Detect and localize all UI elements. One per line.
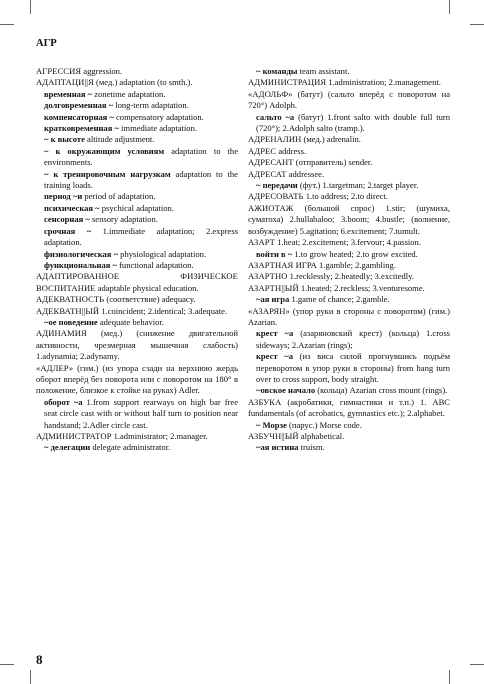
dictionary-subentry (248, 294, 450, 305)
dictionary-entry (248, 431, 450, 442)
headword: крест ~а (256, 351, 293, 362)
definition: truism. (298, 442, 325, 453)
crop-mark (30, 670, 31, 684)
definition: (фут.) 1.targetman; 2.target player. (297, 180, 419, 191)
headword: сенсорная ~ (44, 214, 90, 225)
definition: 1.to address; 2.to direct. (303, 191, 388, 202)
definition: adaptable physical education. (95, 282, 199, 293)
headword: АЗБУЧН||ЫЙ (248, 431, 299, 441)
headword: ~ команды (256, 66, 298, 76)
left-column (36, 66, 238, 454)
headword: АЗАРТ (248, 237, 275, 248)
headword: АДРЕСОВАТЬ (248, 191, 304, 202)
crop-mark (449, 0, 450, 14)
dictionary-entry (248, 157, 450, 168)
right-column (248, 66, 450, 454)
definition: 1.administration; 2.management. (326, 77, 441, 88)
dictionary-entry (248, 306, 450, 329)
headword: АГРЕССИЯ (36, 66, 82, 76)
headword: АДРЕНАЛИН (248, 134, 302, 145)
dictionary-subentry (36, 191, 238, 202)
definition: compensatory adaptation. (113, 111, 204, 122)
definition: (соответствие) adequacy. (104, 294, 196, 305)
headword: физиологическая ~ (44, 248, 119, 259)
dictionary-entry (248, 397, 450, 420)
definition: (парус.) Morse code. (286, 419, 362, 430)
headword: психическая ~ (44, 202, 100, 213)
dictionary-subentry (248, 351, 450, 385)
definition: adaptation to the environments. (44, 145, 238, 168)
definition: altitude adjustment. (84, 134, 155, 145)
dictionary-entry (248, 89, 450, 112)
dictionary-entry (248, 203, 450, 237)
dictionary-entry (36, 66, 238, 77)
dictionary-subentry (36, 397, 238, 431)
dictionary-subentry (36, 123, 238, 134)
definition: aggression. (81, 66, 122, 76)
headword: компенсаторная ~ (44, 111, 114, 122)
definition: team assistant. (297, 66, 350, 76)
headword: АДРЕСАТ (248, 168, 287, 179)
dictionary-entry (36, 271, 238, 294)
headword: АЗАРТНАЯ ИГРА (248, 259, 317, 270)
definition: zonetime adaptation. (92, 88, 166, 99)
definition: physiological adaptation. (118, 248, 207, 259)
headword: ~ делегации (44, 442, 91, 453)
dictionary-entry (36, 306, 238, 317)
definition: (кольца) Azarian cross mount (rings). (315, 385, 448, 396)
crop-mark (470, 664, 484, 665)
running-head: АГР (36, 38, 57, 49)
definition: long-term adaptation. (113, 100, 189, 111)
dictionary-entry (36, 431, 238, 442)
definition: functional adaptation. (116, 259, 194, 270)
dictionary-subentry (36, 214, 238, 225)
definition: addressee. (286, 168, 325, 179)
headword: функциональная ~ (44, 259, 117, 270)
dictionary-subentry (36, 100, 238, 111)
headword: кратковременная ~ (44, 123, 119, 134)
definition: (батут) (сальто вперёд с поворотом на 720°) Adolph. (248, 88, 450, 111)
headword: ~ая истина (256, 442, 299, 453)
dictionary-entry (248, 271, 450, 282)
headword: период ~и (44, 191, 83, 202)
definition: address. (276, 145, 307, 156)
crop-mark (0, 24, 14, 25)
crop-mark (30, 0, 31, 14)
dictionary-entry (248, 283, 450, 294)
definition: (мед.) adrenalin. (301, 134, 361, 145)
definition: 1.gamble; 2.gambling. (316, 259, 396, 270)
headword: АЖИОТАЖ (248, 202, 294, 213)
definition: sensory adaptation. (89, 214, 158, 225)
definition: (упор руки в стороны с поворотом) (гим.) Azarian. (248, 305, 450, 327)
definition: (батут) 1.front salto with double full turn (720°); 2.Adolph salto (tramp.). (256, 111, 450, 134)
headword: ~ к тренировочным нагрузкам (44, 168, 171, 179)
definition: adequate behavior. (97, 316, 164, 327)
headword: АДЕКВАТНОСТЬ (36, 294, 105, 305)
headword: «АДОЛЬФ» (248, 88, 293, 99)
dictionary-subentry (36, 134, 238, 145)
definition: 1.administrator; 2.manager. (111, 431, 208, 441)
headword: долговременная ~ (44, 100, 114, 111)
headword: «АЗАРЯН» (248, 305, 290, 316)
definition: (азаряновский крест) (кольца) 1.cross sideways; 2.Azarian (rings); (256, 328, 450, 350)
dictionary-entry (36, 363, 238, 397)
headword: АДМИНИСТРАЦИЯ (248, 77, 327, 88)
definition: 1.immediate adaptation; 2.express adaptation. (44, 225, 238, 248)
dictionary-subentry (36, 169, 238, 192)
definition: delegate administrator. (90, 442, 171, 453)
dictionary-subentry (36, 203, 238, 214)
headword: АДЕКВАТН||ЫЙ (36, 305, 100, 316)
headword: АЗАРТН||ЫЙ (248, 282, 299, 293)
headword: ~ое поведение (44, 316, 98, 327)
headword: ~овское начало (256, 385, 316, 396)
dictionary-subentry (248, 385, 450, 396)
dictionary-subentry (248, 180, 450, 191)
dictionary-subentry (248, 328, 450, 351)
headword: срочная ~ (44, 225, 92, 236)
definition: (акробатики, гимнастики и т.п.) 1. ABC fundamentals (of acrobatics, gymnastics etc.); 2.alphabet. (248, 396, 450, 419)
headword: ~ Морзе (256, 419, 287, 430)
headword: временная ~ (44, 88, 93, 99)
dictionary-entry (36, 294, 238, 305)
definition: 1.to grow heated; 2.to grow excited. (292, 248, 418, 259)
dictionary-entry (36, 77, 238, 88)
crop-mark (449, 670, 450, 684)
definition: (мед.) adaptation (to smth.). (93, 77, 193, 88)
dictionary-entry (248, 77, 450, 88)
headword: АДМИНИСТРАТОР (36, 431, 112, 441)
headword: крест ~а (256, 328, 294, 339)
crop-mark (470, 24, 484, 25)
dictionary-entry (248, 169, 450, 180)
headword: АДАПТАЦИ||Я (36, 77, 94, 88)
dictionary-entry (36, 328, 238, 362)
headword: сальто ~а (256, 111, 295, 122)
definition: alphabetical. (298, 431, 345, 441)
definition: (большой спрос) 1.stir; (шумиха, суматоха) 2.hullabaloo; 3.boom; 4.bustle; (волнение, возбуждение) 5.agitation; 6.excitement; 7.tumult. (248, 202, 450, 236)
headword: ~ая игра (256, 294, 290, 305)
dictionary-subentry (36, 442, 238, 453)
dictionary-subentry (248, 66, 450, 77)
definition: immediate adaptation. (118, 123, 197, 134)
definition: 1.from support rearways on high bar free seat circle cast with or without half turn to position near handstand; 2.Adler circle cast. (44, 396, 238, 430)
definition: 1.recklessly; 2.heatedly; 3.excitedly. (287, 271, 414, 282)
dictionary-subentry (36, 146, 238, 169)
headword: АДРЕСАНТ (248, 157, 294, 168)
definition: 1.game of chance; 2.gamble. (289, 294, 390, 305)
dictionary-subentry (248, 420, 450, 431)
dictionary-entry (248, 146, 450, 157)
dictionary-subentry (36, 89, 238, 100)
headword: АДАПТИРОВАННОЕ ФИЗИЧЕСКОЕ ВОСПИТАНИЕ (36, 271, 238, 293)
headword: ~ к окружающим условиям (44, 145, 165, 156)
headword: АДРЕС (248, 145, 277, 156)
definition: (отправитель) sender. (293, 157, 373, 168)
definition: period of adaptation. (82, 191, 156, 202)
headword: ~ передачи (256, 180, 298, 191)
headword: АЗБУКА (248, 396, 282, 407)
dictionary-subentry (248, 442, 450, 453)
dictionary-subentry (248, 112, 450, 135)
definition: adaptation to the training loads. (44, 168, 238, 191)
headword: войти в ~ (256, 248, 293, 259)
definition: 1.heat; 2.excitement; 3.fervour; 4.passion. (275, 237, 421, 248)
crop-mark (0, 664, 14, 665)
dictionary-subentry (36, 317, 238, 328)
headword: ~ к высоте (44, 134, 85, 145)
definition: (мед.) (снижение двигательной активности, чрезмерная мышечная слабость) 1.adynamia; 2.adynamy. (36, 328, 238, 362)
dictionary-subentry (36, 226, 238, 249)
definition: (из виса силой прогнувшись подъём переворотом в упор руки в стороны) from hang turn over to cross support, body straight. (256, 351, 450, 384)
dictionary-subentry (248, 249, 450, 260)
dictionary-subentry (36, 260, 238, 271)
page-number: 8 (36, 652, 43, 667)
dictionary-entry (248, 134, 450, 145)
headword: АДИНАМИЯ (36, 328, 87, 339)
definition: 1.coincident; 2.identical; 3.adequate. (99, 305, 228, 316)
definition: 1.heated; 2.reckless; 3.venturesome. (298, 282, 425, 293)
dictionary-subentry (36, 249, 238, 260)
headword: АЗАРТНО (248, 271, 288, 282)
dictionary-entry (248, 237, 450, 248)
dictionary-entry (248, 260, 450, 271)
definition: psychical adaptation. (99, 202, 174, 213)
dictionary-subentry (36, 112, 238, 123)
headword: оборот ~а (44, 396, 83, 407)
headword: «АДЛЕР» (36, 362, 74, 373)
definition: (гим.) (из упора сзади на верхнюю жердь оборот вперёд без поворота или с поворотом на 180° в положение, близкое к стойке на руках) Adler. (36, 362, 238, 396)
dictionary-entry (248, 191, 450, 202)
